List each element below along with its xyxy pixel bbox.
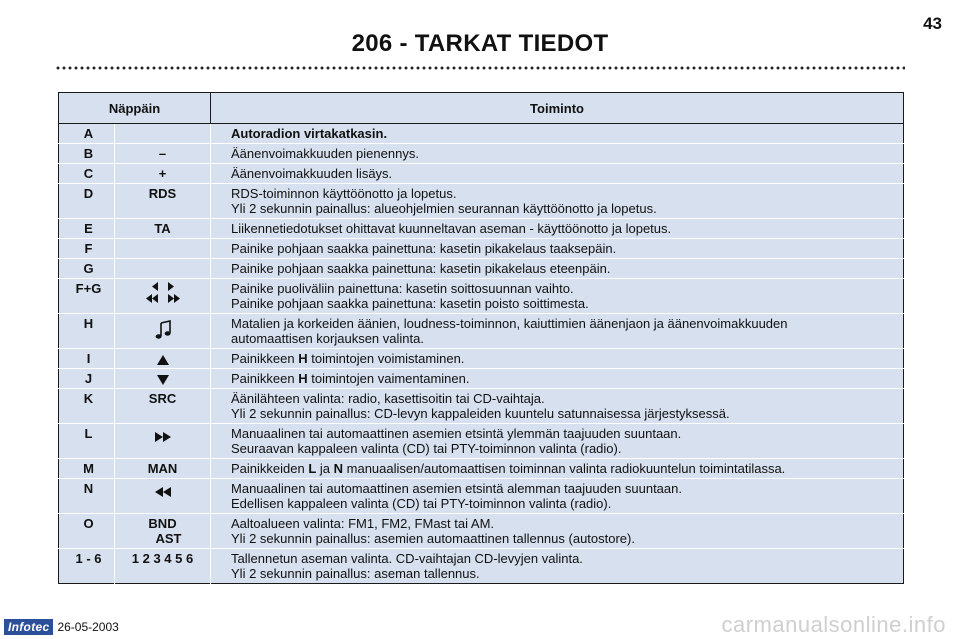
row-symbol	[115, 369, 211, 389]
desc-text: Painikkeiden	[231, 461, 309, 476]
table-row	[59, 279, 904, 314]
watermark: carmanualsonline.info	[721, 612, 946, 637]
row-description	[211, 239, 904, 259]
table-row	[59, 349, 904, 369]
desc-text: Painikkeen	[231, 351, 299, 366]
row-description	[211, 514, 904, 549]
desc-line: Aaltoalueen valinta: FM1, FM2, FMast tai AM.	[231, 516, 495, 531]
row-key: J	[59, 369, 115, 389]
desc-line: automaattisen korjauksen valinta.	[231, 331, 424, 346]
desc-line: Yli 2 sekunnin painallus: asemien automaattinen tallennus (autostore).	[231, 531, 635, 546]
dotted-divider	[55, 66, 905, 70]
table-row	[59, 184, 904, 219]
desc-text: manuaalisen/automaattisen toiminnan valinta radiokuuntelun toimintatilassa.	[343, 461, 786, 476]
desc-line: Autoradion virtakatkasin.	[231, 126, 388, 141]
table-row	[59, 124, 904, 144]
desc-line: Painike pohjaan saakka painettuna: kasetin pikakelaus taaksepäin.	[231, 241, 617, 256]
row-symbol	[115, 424, 211, 459]
row-description	[211, 549, 904, 584]
row-symbol	[115, 314, 211, 349]
eject-arrows-icon	[152, 282, 174, 291]
controls-table	[58, 92, 904, 584]
table-row	[59, 144, 904, 164]
row-symbol: MAN	[115, 459, 211, 479]
footer	[4, 619, 119, 635]
symbol-line: BND	[148, 516, 177, 531]
table-row	[59, 259, 904, 279]
row-key: F	[59, 239, 115, 259]
table-row	[59, 424, 904, 459]
page-title: 206 - TARKAT TIEDOT	[351, 30, 609, 57]
row-description	[211, 219, 904, 239]
desc-line: Äänenvoimakkuuden pienennys.	[231, 146, 419, 161]
row-symbol: 1 2 3 4 5 6	[115, 549, 211, 584]
row-key: D	[59, 184, 115, 219]
row-description	[211, 124, 904, 144]
desc-text: toimintojen voimistaminen.	[307, 351, 465, 366]
desc-line: Painike puoliväliin painettuna: kasetin soittosuunnan vaihto.	[231, 281, 574, 296]
desc-line: Painike pohjaan saakka painettuna: kasetin poisto soittimesta.	[231, 296, 589, 311]
table-row	[59, 369, 904, 389]
seek-forward-icon	[155, 432, 171, 442]
row-key: A	[59, 124, 115, 144]
row-key: M	[59, 459, 115, 479]
desc-line: Matalien ja korkeiden äänien, loudness-toiminnon, kaiuttimien äänenjaon ja äänenvoimakkuuden	[231, 316, 788, 331]
row-key: I	[59, 349, 115, 369]
table-row	[59, 314, 904, 349]
row-key: H	[59, 314, 115, 349]
desc-text: ja	[316, 461, 334, 476]
footer-date: 26-05-2003	[57, 620, 119, 634]
row-description	[211, 314, 904, 349]
row-key: E	[59, 219, 115, 239]
row-description	[211, 259, 904, 279]
row-symbol	[115, 259, 211, 279]
row-symbol	[115, 514, 211, 549]
table-row	[59, 459, 904, 479]
desc-line: Yli 2 sekunnin painallus: CD-levyn kappaleiden kuuntelu satunnaisessa järjestyksessä.	[231, 406, 730, 421]
table-row	[59, 549, 904, 584]
table-header-row	[59, 93, 904, 124]
row-symbol: –	[115, 144, 211, 164]
table-row	[59, 389, 904, 424]
table-row	[59, 164, 904, 184]
row-symbol	[115, 239, 211, 259]
table-row	[59, 239, 904, 259]
desc-key-ref: H	[298, 351, 308, 366]
row-description	[211, 184, 904, 219]
row-key: B	[59, 144, 115, 164]
table-row	[59, 219, 904, 239]
row-description	[211, 479, 904, 514]
row-symbol	[115, 479, 211, 514]
page-number: 43	[923, 14, 942, 33]
row-key: G	[59, 259, 115, 279]
row-symbol	[115, 124, 211, 144]
row-key: O	[59, 514, 115, 549]
row-symbol: SRC	[115, 389, 211, 424]
row-key: 1 - 6	[75, 551, 102, 566]
row-description	[211, 369, 904, 389]
desc-line: Äänenvoimakkuuden lisäys.	[231, 166, 393, 181]
row-key: K	[59, 389, 115, 424]
row-description	[211, 424, 904, 459]
row-key: N	[59, 479, 115, 514]
infotec-logo: Infotec	[4, 619, 53, 635]
header-key: Näppäin	[59, 93, 211, 124]
desc-line: Edellisen kappaleen valinta (CD) tai PTY-toiminnon valinta (radio).	[231, 496, 612, 511]
row-symbol: +	[115, 164, 211, 184]
desc-line: Äänilähteen valinta: radio, kasettisoitin tai CD-vaihtaja.	[231, 391, 545, 406]
triangle-up-icon	[157, 355, 169, 365]
desc-text: toimintojen vaimentaminen.	[307, 371, 470, 386]
desc-line: Tallennetun aseman valinta. CD-vaihtajan CD-levyjen valinta.	[231, 551, 583, 566]
row-description	[211, 459, 904, 479]
row-key: F+G	[59, 279, 115, 314]
desc-line: Painike pohjaan saakka painettuna: kasetin pikakelaus eteenpäin.	[231, 261, 611, 276]
row-key: L	[59, 424, 115, 459]
row-description	[211, 144, 904, 164]
row-description	[211, 389, 904, 424]
desc-line: Yli 2 sekunnin painallus: alueohjelmien seurannan käyttöönotto ja lopetus.	[231, 201, 657, 216]
desc-key-ref: L	[308, 461, 317, 476]
table-row	[59, 514, 904, 549]
row-key: C	[59, 164, 115, 184]
row-symbol	[115, 279, 211, 314]
row-symbol	[115, 349, 211, 369]
seek-backward-icon	[155, 487, 171, 497]
row-description	[211, 279, 904, 314]
triangle-down-icon	[157, 375, 169, 385]
music-note-icon	[155, 320, 171, 340]
fast-rewind-forward-icon	[146, 294, 180, 303]
desc-line: Seuraavan kappaleen valinta (CD) tai PTY-toiminnon valinta (radio).	[231, 441, 622, 456]
row-symbol: TA	[115, 219, 211, 239]
row-description	[211, 164, 904, 184]
desc-key-ref: N	[333, 461, 344, 476]
table-row	[59, 479, 904, 514]
symbol-line: AST	[155, 531, 182, 546]
desc-key-ref: H	[298, 371, 308, 386]
desc-line: Manuaalinen tai automaattinen asemien etsintä alemman taajuuden suuntaan.	[231, 481, 682, 496]
desc-line: Manuaalinen tai automaattinen asemien etsintä ylemmän taajuuden suuntaan.	[231, 426, 682, 441]
header-function: Toiminto	[211, 93, 904, 124]
row-symbol: RDS	[115, 184, 211, 219]
row-description	[211, 349, 904, 369]
desc-line: Yli 2 sekunnin painallus: aseman tallennus.	[231, 566, 480, 581]
desc-line: Liikennetiedotukset ohittavat kuunneltavan aseman - käyttöönotto ja lopetus.	[231, 221, 672, 236]
desc-text: Painikkeen	[231, 371, 299, 386]
desc-line: RDS-toiminnon käyttöönotto ja lopetus.	[231, 186, 457, 201]
